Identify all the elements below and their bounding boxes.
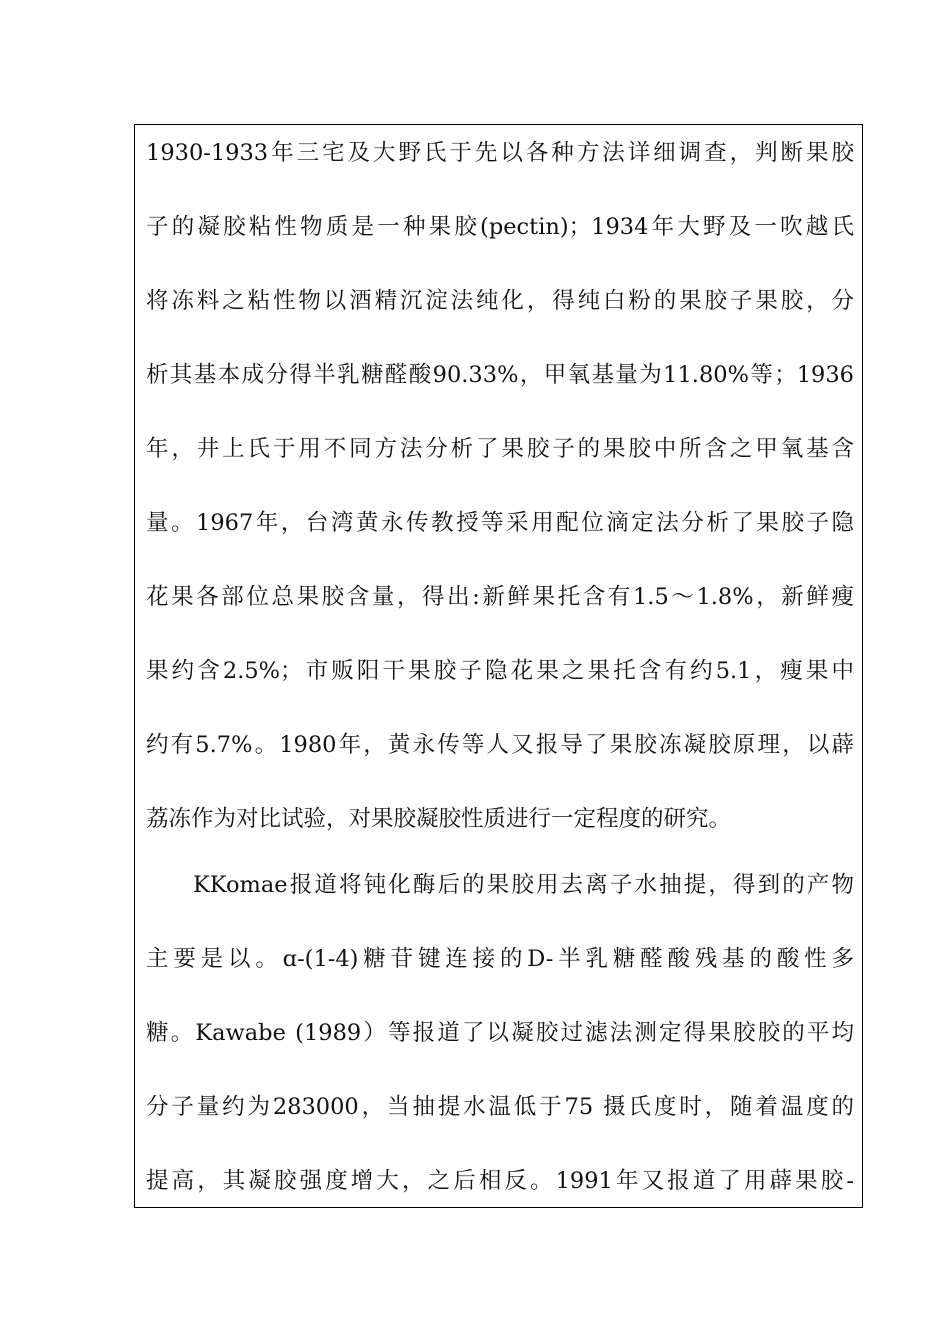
text-frame: [134, 124, 863, 1208]
text-line: 将冻料之粘性物以酒精沉淀法纯化，得纯白粉的果胶子果胶，分: [146, 288, 854, 314]
text-line: 花果各部位总果胶含量，得出:新鲜果托含有1.5～1.8%，新鲜瘦: [146, 584, 854, 610]
text-line: 糖。Kawabe (1989）等报道了以凝胶过滤法测定得果胶胶的平均: [146, 1020, 854, 1046]
text-line: KKomae报道将钝化酶后的果胶用去离子水抽提，得到的产物: [193, 872, 854, 898]
text-line: 主要是以。ɑ-(1-4)糖苷键连接的D-半乳糖醛酸残基的酸性多: [146, 946, 854, 972]
text-line: 荔冻作为对比试验，对果胶凝胶性质进行一定程度的研究。: [146, 806, 732, 832]
text-line: 约有5.7%。1980年，黄永传等人又报导了果胶冻凝胶原理，以薜: [146, 732, 854, 758]
text-line: 析其基本成分得半乳糖醛酸90.33%，甲氧基量为11.80%等；1936: [146, 362, 854, 388]
text-line: 提高，其凝胶强度增大，之后相反。1991年又报道了用薜果胶-: [146, 1168, 854, 1194]
text-line: 果约含2.5%；市贩阳干果胶子隐花果之果托含有约5.1，瘦果中: [146, 658, 854, 684]
text-line: 年，井上氏于用不同方法分析了果胶子的果胶中所含之甲氧基含: [146, 436, 854, 462]
text-line: 子的凝胶粘性物质是一种果胶(pectin)；1934年大野及一吹越氏: [146, 214, 854, 240]
text-line: 分子量约为283000，当抽提水温低于75 摄氏度时，随着温度的: [146, 1094, 854, 1120]
text-line: 1930-1933年三宅及大野氏于先以各种方法详细调查，判断果胶: [146, 140, 854, 166]
text-line: 量。1967年，台湾黄永传教授等采用配位滴定法分析了果胶子隐: [146, 510, 854, 536]
